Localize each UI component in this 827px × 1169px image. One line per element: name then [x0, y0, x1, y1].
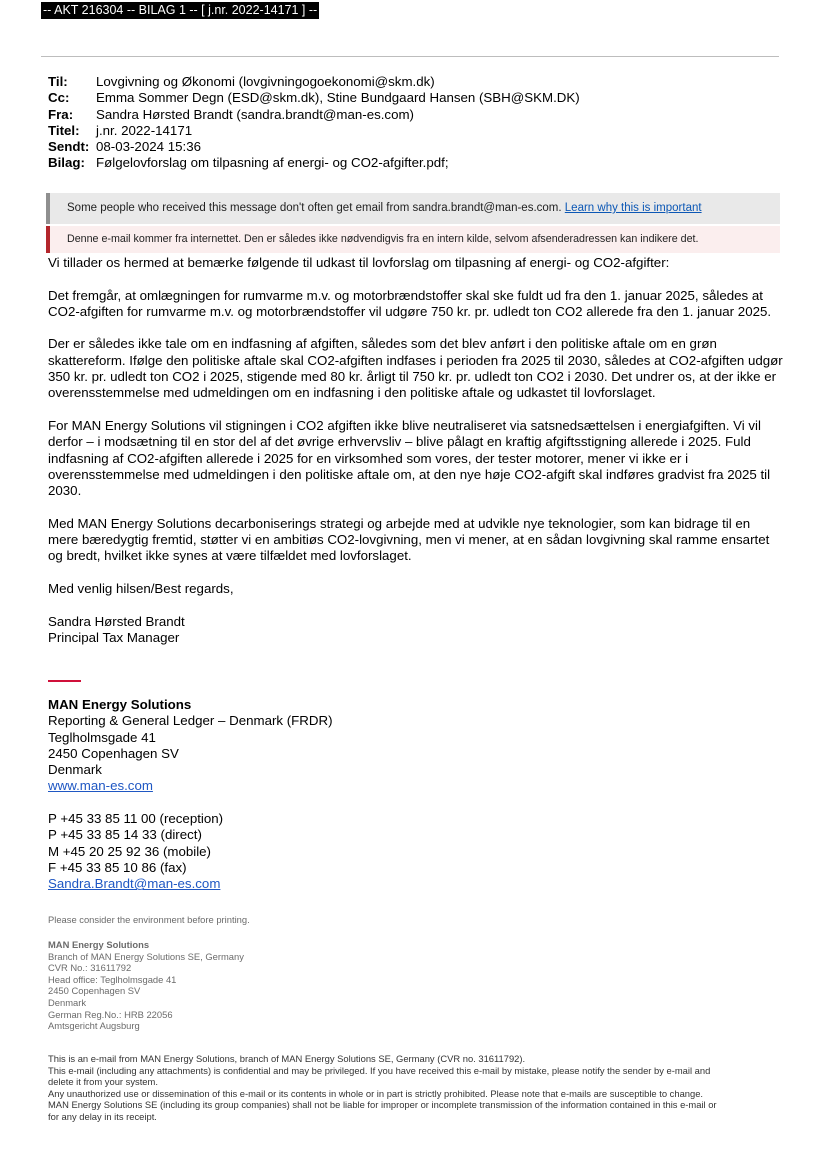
sender-title: Principal Tax Manager	[48, 629, 180, 645]
legal-company-name: MAN Energy Solutions	[48, 939, 150, 950]
legal-line: Branch of MAN Energy Solutions SE, Germany	[48, 950, 244, 962]
legal-line: CVR No.: 31611792	[48, 962, 132, 974]
email-disclaimer	[48, 1053, 788, 1123]
body-paragraph: Vi tillader os hermed at bemærke følgende til udkast til lovforslag om tilpasning af energi- og CO2-afgifter:	[48, 255, 670, 270]
body-paragraph: For MAN Energy Solutions vil stigningen i CO2 afgiften ikke blive neutraliseret via satsnedsættelsen i energiafgiften. Vi vil derfor – i modsætning til en stor del af det øvrige erhvervsliv – blive pålagt en kraftig afgiftsstigning allerede i 2025. Fuld indfasning af CO2-afgiften allerede i 2025 for en virksomhed som vores, der tester motorer, mener vi ikke er i overensstemmelse med udmeldingen i den politiske aftale om, at den nye høje CO2-afgift skal indføres gradvist fra 2025 til 2030.	[48, 417, 771, 499]
internet-warning-banner	[46, 226, 780, 253]
header-value: Lovgivning og Økonomi (lovgivningogoekonomi@skm.dk)	[96, 74, 435, 89]
email-signature	[48, 697, 333, 893]
banner-warning-text: Denne e-mail kommer fra internettet. Den er således ikke nødvendigvis fra en intern kilde, selvom afsenderadressen kan indikere det.	[67, 233, 699, 245]
signature-company: MAN Energy Solutions	[48, 697, 192, 712]
external-sender-banner	[46, 193, 780, 224]
legal-line: 2450 Copenhagen SV	[48, 985, 141, 997]
phone-direct: P +45 33 85 14 33 (direct)	[48, 827, 202, 843]
email-body	[48, 255, 784, 646]
closing-greeting: Med venlig hilsen/Best regards,	[48, 580, 234, 596]
body-paragraph: Der er således ikke tale om en indfasning af afgiften, således som det blev anført i den politiske aftale om en grøn skattereform. Ifølge den politiske aftale skal CO2-afgiften indfases i perioden fra 2025 til 2030, således at CO2-afgiften udgør 350 kr. pr. udledt ton CO2 i 2025, stigende med 80 kr. årligt til 750 kr. pr. udledt ton CO2 i 2030. Det undrer os, at der ikke er overensstemmelse med udmeldingen om en indfasning i den politiske aftale og udkastet til lovforslaget.	[48, 336, 783, 401]
header-sent	[48, 139, 580, 155]
header-value: 08-03-2024 15:36	[96, 139, 201, 155]
legal-line: Head office: Teglholmsgade 41	[48, 973, 177, 985]
signature-street: Teglholmsgade 41	[48, 729, 156, 745]
header-label: Bilag:	[48, 155, 85, 171]
body-paragraph: Med MAN Energy Solutions decarboniserings strategi og arbejde med at udvikle nye teknologier, som kan bidrage til en mere bæredygtig fremtid, støtter vi en ambitiøs CO2-lovgivning, men vi mener, at en sådan lovgivning skal ramme ensartet og bredt, hvilket ikke synes at være tilfældet med lovforslaget.	[48, 515, 770, 564]
header-label: Titel:	[48, 122, 80, 138]
signature-city: 2450 Copenhagen SV	[48, 745, 179, 761]
email-headers	[48, 74, 580, 172]
disclaimer-line: Any unauthorized use or dissemination of this e-mail or its contents in whole or in part is strictly prohibited. Please note that e-mails are susceptible to change.	[48, 1087, 704, 1099]
phone-mobile: M +45 20 25 92 36 (mobile)	[48, 843, 211, 859]
phone-reception: P +45 33 85 11 00 (reception)	[48, 811, 224, 827]
header-value: Emma Sommer Degn (ESD@skm.dk), Stine Bundgaard Hansen (SBH@SKM.DK)	[96, 90, 580, 106]
signature-accent-bar	[48, 680, 81, 682]
email-link[interactable]: Sandra.Brandt@man-es.com	[48, 876, 221, 892]
learn-why-link[interactable]: Learn why this is important	[564, 202, 702, 214]
header-value: j.nr. 2022-14171	[96, 122, 193, 138]
header-to	[48, 74, 580, 90]
header-from	[48, 107, 580, 123]
attachment-name[interactable]: Følgelovforslag om tilpasning af energi- og CO2-afgifter.pdf;	[96, 155, 449, 171]
banner-info-text: Some people who received this message don't often get email from sandra.brandt@man-es.com.	[67, 202, 562, 214]
legal-company-block	[48, 939, 244, 1032]
header-cc	[48, 90, 580, 106]
disclaimer-line: delete it from your system.	[48, 1076, 158, 1088]
legal-line: Amtsgericht Augsburg	[48, 1020, 140, 1032]
header-label: Sendt:	[48, 139, 90, 155]
header-label: Fra:	[48, 106, 74, 122]
header-attachment	[48, 155, 580, 171]
legal-line: Denmark	[48, 996, 87, 1008]
signature-spacer	[48, 795, 333, 811]
header-label: Cc:	[48, 90, 70, 106]
phone-fax: F +45 33 85 10 86 (fax)	[48, 859, 187, 875]
disclaimer-line: This is an e-mail from MAN Energy Solutions, branch of MAN Energy Solutions SE, Germany (CVR no. 31611792).	[48, 1053, 526, 1064]
environment-note: Please consider the environment before printing.	[48, 914, 250, 925]
document-stamp: -- AKT 216304 -- BILAG 1 -- [ j.nr. 2022-14171 ] --	[43, 3, 318, 17]
header-value: Sandra Hørsted Brandt (sandra.brandt@man-es.com)	[96, 106, 414, 122]
signature-country: Denmark	[48, 762, 102, 778]
website-link[interactable]: www.man-es.com	[48, 778, 153, 794]
disclaimer-line: for any delay in its receipt.	[48, 1110, 157, 1122]
body-paragraph: Det fremgår, at omlægningen for rumvarme m.v. og motorbrændstoffer skal ske fuldt ud fra den 1. januar 2025, således at CO2-afgiften for rumvarme m.v. og motorbrændstoffer vil udgøre 750 kr. pr. udledt ton CO2 allerede fra den 1. januar 2025.	[48, 287, 772, 319]
sender-name: Sandra Hørsted Brandt	[48, 613, 185, 629]
header-label: Til:	[48, 74, 68, 89]
signature-department: Reporting & General Ledger – Denmark (FRDR)	[48, 713, 333, 729]
header-subject	[48, 123, 580, 139]
header-divider	[41, 56, 779, 57]
disclaimer-line: MAN Energy Solutions SE (including its group companies) shall not be liable for improper or incomplete transmission of the information contained in this e-mail or	[48, 1099, 717, 1111]
disclaimer-line: This e-mail (including any attachments) is confidential and may be privileged. If you have received this e-mail by mistake, please notify the sender by e-mail and	[48, 1064, 711, 1076]
legal-line: German Reg.No.: HRB 22056	[48, 1008, 173, 1020]
